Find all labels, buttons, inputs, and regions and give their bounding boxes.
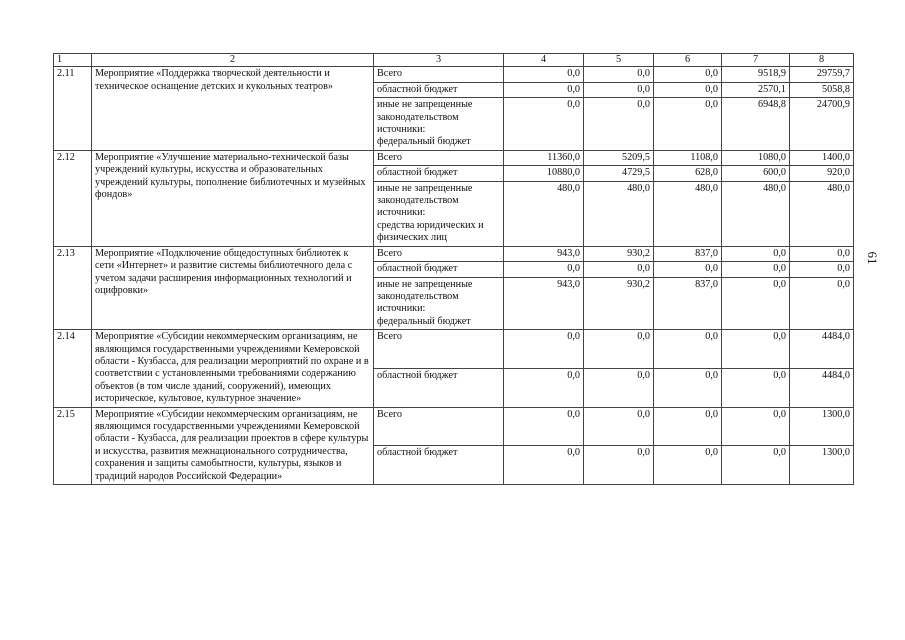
amount-cell: 0,0 bbox=[654, 368, 722, 407]
amount-cell: 480,0 bbox=[790, 181, 854, 246]
funding-source: областной бюджет bbox=[374, 166, 504, 181]
amount-cell: 0,0 bbox=[504, 330, 584, 369]
amount-cell: 0,0 bbox=[722, 368, 790, 407]
column-number: 6 bbox=[654, 54, 722, 67]
amount-cell: 0,0 bbox=[504, 407, 584, 446]
funding-source: Всего bbox=[374, 330, 504, 369]
amount-cell: 4729,5 bbox=[584, 166, 654, 181]
amount-cell: 943,0 bbox=[504, 246, 584, 261]
amount-cell: 11360,0 bbox=[504, 150, 584, 165]
funding-source bbox=[374, 181, 504, 246]
amount-cell: 0,0 bbox=[584, 67, 654, 82]
funding-source-line: средства юридических и bbox=[377, 219, 484, 231]
funding-source: Всего bbox=[374, 246, 504, 261]
funding-source: областной бюджет bbox=[374, 368, 504, 407]
amount-cell: 0,0 bbox=[790, 246, 854, 261]
funding-source: областной бюджет bbox=[374, 446, 504, 485]
amount-cell: 9518,9 bbox=[722, 67, 790, 82]
amount-cell: 2570,1 bbox=[722, 82, 790, 97]
amount-cell: 0,0 bbox=[504, 262, 584, 277]
event-number: 2.15 bbox=[54, 407, 92, 484]
amount-cell: 24700,9 bbox=[790, 98, 854, 151]
page-number: 61 bbox=[865, 251, 880, 265]
funding-source-line: источники: bbox=[377, 207, 426, 219]
amount-cell: 920,0 bbox=[790, 166, 854, 181]
amount-cell: 480,0 bbox=[722, 181, 790, 246]
amount-cell: 5058,8 bbox=[790, 82, 854, 97]
table-body bbox=[54, 54, 854, 485]
funding-source-line: иные не запрещенные bbox=[377, 278, 473, 290]
amount-cell: 480,0 bbox=[654, 181, 722, 246]
table-row bbox=[54, 150, 854, 165]
amount-cell: 0,0 bbox=[654, 262, 722, 277]
amount-cell: 0,0 bbox=[722, 446, 790, 485]
funding-source-line: федеральный бюджет bbox=[377, 315, 471, 327]
column-number: 1 bbox=[54, 54, 92, 67]
amount-cell: 1400,0 bbox=[790, 150, 854, 165]
amount-cell: 1080,0 bbox=[722, 150, 790, 165]
funding-source-line: источники: bbox=[377, 303, 426, 315]
amount-cell: 1108,0 bbox=[654, 150, 722, 165]
column-number: 8 bbox=[790, 54, 854, 67]
amount-cell: 0,0 bbox=[504, 98, 584, 151]
funding-source-line: федеральный бюджет bbox=[377, 136, 471, 148]
column-number: 4 bbox=[504, 54, 584, 67]
amount-cell: 480,0 bbox=[584, 181, 654, 246]
table-row bbox=[54, 246, 854, 261]
funding-source bbox=[374, 277, 504, 330]
amount-cell: 0,0 bbox=[790, 277, 854, 330]
event-number: 2.11 bbox=[54, 67, 92, 150]
funding-source bbox=[374, 98, 504, 151]
amount-cell: 29759,7 bbox=[790, 67, 854, 82]
funding-source-line: законодательством bbox=[377, 111, 459, 123]
column-number: 7 bbox=[722, 54, 790, 67]
amount-cell: 0,0 bbox=[584, 407, 654, 446]
amount-cell: 0,0 bbox=[722, 407, 790, 446]
amount-cell: 5209,5 bbox=[584, 150, 654, 165]
amount-cell: 4484,0 bbox=[790, 330, 854, 369]
amount-cell: 0,0 bbox=[584, 446, 654, 485]
amount-cell: 837,0 bbox=[654, 246, 722, 261]
event-description: Мероприятие «Субсидии некоммерческим организациям, не являющимся государственными учреждениями Кемеровской области - Кузбасса, для реализации мероприятий по охране и в соответствии с установленными требованиями содержанию объектов (в том числе зданий, сооружений), имеющих историческое, культовое, культурное значение» bbox=[92, 330, 374, 407]
amount-cell: 0,0 bbox=[504, 67, 584, 82]
amount-cell: 0,0 bbox=[584, 262, 654, 277]
funding-source-line: источники: bbox=[377, 124, 426, 136]
event-description: Мероприятие «Улучшение материально-технической базы учреждений культуры, искусства и образовательных учреждений культуры, пополнение библиотечных и музейных фондов» bbox=[92, 150, 374, 246]
column-numbers-row bbox=[54, 54, 854, 67]
event-description: Мероприятие «Поддержка творческой деятельности и техническое оснащение детских и кукольных театров» bbox=[92, 67, 374, 150]
amount-cell: 0,0 bbox=[584, 330, 654, 369]
funding-source: Всего bbox=[374, 150, 504, 165]
amount-cell: 0,0 bbox=[504, 446, 584, 485]
amount-cell: 0,0 bbox=[654, 82, 722, 97]
amount-cell: 0,0 bbox=[584, 82, 654, 97]
table-row bbox=[54, 330, 854, 369]
event-number: 2.13 bbox=[54, 246, 92, 329]
column-number: 3 bbox=[374, 54, 504, 67]
amount-cell: 600,0 bbox=[722, 166, 790, 181]
amount-cell: 0,0 bbox=[504, 82, 584, 97]
funding-source-line: законодательством bbox=[377, 290, 459, 302]
amount-cell: 0,0 bbox=[722, 277, 790, 330]
amount-cell: 930,2 bbox=[584, 246, 654, 261]
amount-cell: 0,0 bbox=[722, 262, 790, 277]
column-number: 5 bbox=[584, 54, 654, 67]
amount-cell: 0,0 bbox=[654, 407, 722, 446]
table-row bbox=[54, 407, 854, 446]
amount-cell: 0,0 bbox=[654, 67, 722, 82]
funding-source: областной бюджет bbox=[374, 262, 504, 277]
amount-cell: 0,0 bbox=[584, 98, 654, 151]
funding-source-line: иные не запрещенные bbox=[377, 99, 473, 111]
budget-table bbox=[53, 53, 854, 485]
funding-source: областной бюджет bbox=[374, 82, 504, 97]
amount-cell: 0,0 bbox=[654, 446, 722, 485]
amount-cell: 0,0 bbox=[722, 246, 790, 261]
funding-source: Всего bbox=[374, 407, 504, 446]
amount-cell: 1300,0 bbox=[790, 407, 854, 446]
event-description: Мероприятие «Подключение общедоступных библиотек к сети «Интернет» и развитие системы библиотечного дела с учетом задачи расширения информационных технологий и оцифровки» bbox=[92, 246, 374, 329]
amount-cell: 1300,0 bbox=[790, 446, 854, 485]
funding-source-line: законодательством bbox=[377, 195, 459, 207]
event-number: 2.12 bbox=[54, 150, 92, 246]
event-description: Мероприятие «Субсидии некоммерческим организациям, не являющимся государственными учреждениями Кемеровской области - Кузбасса, для реализации проектов в сфере культуры и искусства, развития межнационального сотрудничества, сохранения и защиты самобытности, культуры, языков и традиций народов Российской Федерации» bbox=[92, 407, 374, 484]
amount-cell: 943,0 bbox=[504, 277, 584, 330]
amount-cell: 4484,0 bbox=[790, 368, 854, 407]
event-number: 2.14 bbox=[54, 330, 92, 407]
amount-cell: 0,0 bbox=[654, 330, 722, 369]
amount-cell: 10880,0 bbox=[504, 166, 584, 181]
amount-cell: 0,0 bbox=[504, 368, 584, 407]
funding-source: Всего bbox=[374, 67, 504, 82]
amount-cell: 628,0 bbox=[654, 166, 722, 181]
amount-cell: 0,0 bbox=[654, 98, 722, 151]
funding-source-line: иные не запрещенные bbox=[377, 182, 473, 194]
funding-source-line: физических лиц bbox=[377, 232, 447, 244]
amount-cell: 6948,8 bbox=[722, 98, 790, 151]
amount-cell: 0,0 bbox=[584, 368, 654, 407]
amount-cell: 480,0 bbox=[504, 181, 584, 246]
table-row bbox=[54, 67, 854, 82]
amount-cell: 837,0 bbox=[654, 277, 722, 330]
amount-cell: 0,0 bbox=[790, 262, 854, 277]
column-number: 2 bbox=[92, 54, 374, 67]
amount-cell: 930,2 bbox=[584, 277, 654, 330]
amount-cell: 0,0 bbox=[722, 330, 790, 369]
